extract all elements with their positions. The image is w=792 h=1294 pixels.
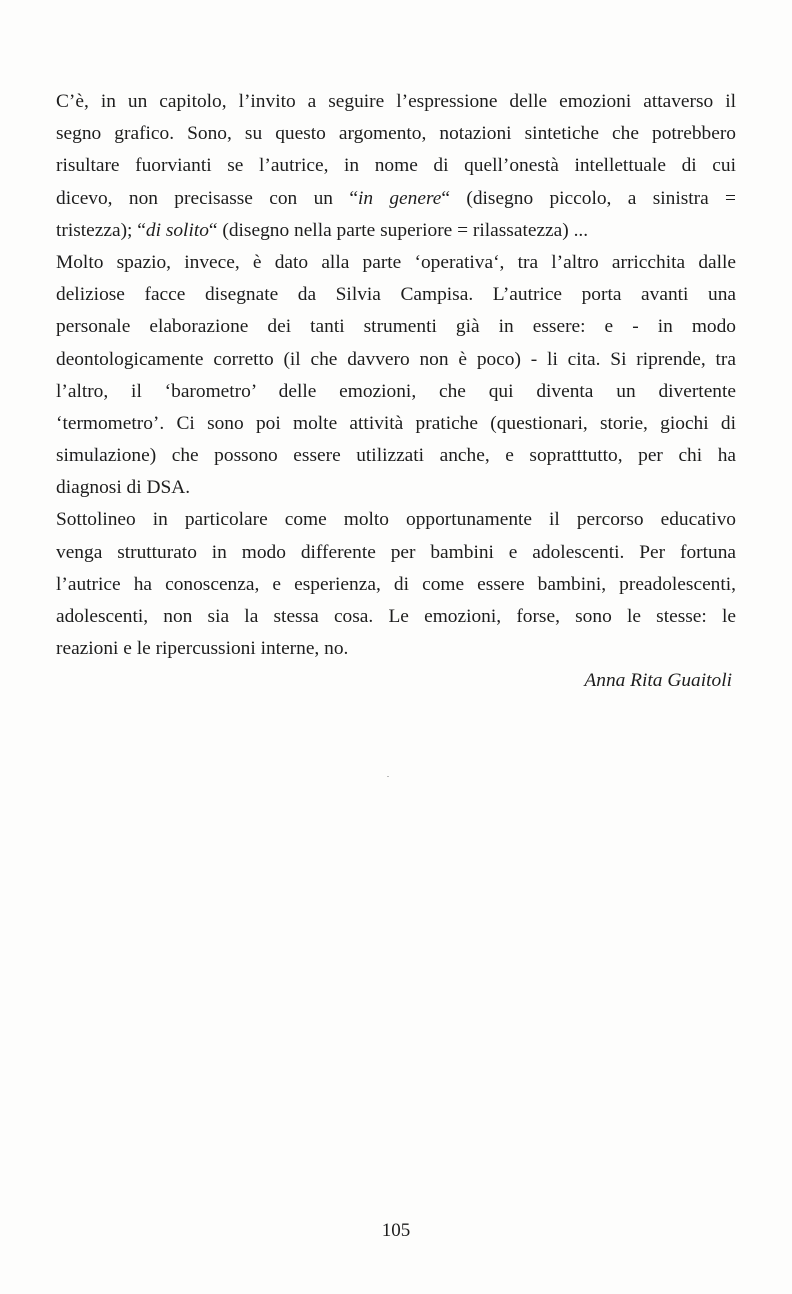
paragraph-2 bbox=[56, 247, 736, 505]
text-line bbox=[56, 537, 736, 569]
text-line bbox=[56, 344, 736, 376]
text-line bbox=[56, 569, 736, 601]
text-line bbox=[56, 183, 736, 215]
text-run: segno grafico. Sono, su questo argomento, notazioni sintetiche che potrebbero bbox=[56, 123, 736, 145]
text-line bbox=[56, 247, 736, 279]
text-line bbox=[56, 408, 736, 440]
text-run: l’autrice ha conoscenza, e esperienza, di come essere bambini, preadolescenti, bbox=[56, 573, 736, 595]
text-line bbox=[56, 118, 736, 150]
text-run: diagnosi di DSA. bbox=[56, 477, 191, 499]
italic-run: di solito bbox=[145, 219, 209, 241]
text-line bbox=[56, 504, 736, 536]
text-run: reazioni e le ripercussioni interne, no. bbox=[56, 638, 349, 660]
text-run: tristezza); “ bbox=[56, 219, 146, 241]
text-line bbox=[56, 311, 736, 343]
text-line bbox=[56, 86, 736, 118]
text-run: risultare fuorvianti se l’autrice, in nome di quell’onestà intellettuale di cui bbox=[56, 155, 736, 177]
text-run: simulazione) che possono essere utilizzati anche, e sopratttutto, per chi ha bbox=[56, 445, 736, 467]
text-line bbox=[56, 150, 736, 182]
paragraph-1 bbox=[56, 86, 736, 247]
text-run: venga strutturato in modo differente per bambini e adolescenti. Per fortuna bbox=[56, 541, 736, 563]
paragraph-3 bbox=[56, 504, 736, 665]
text-run: l’altro, il ‘barometro’ delle emozioni, che qui diventa un divertente bbox=[56, 380, 736, 402]
scan-speck bbox=[387, 776, 389, 777]
italic-run: in genere bbox=[357, 187, 442, 209]
text-line bbox=[56, 633, 736, 665]
text-line bbox=[56, 279, 736, 311]
text-line bbox=[56, 376, 736, 408]
text-run: deliziose facce disegnate da Silvia Campisa. L’autrice porta avanti una bbox=[56, 284, 736, 306]
page-body bbox=[56, 86, 736, 698]
text-run: personale elaborazione dei tanti strumenti già in essere: e - in modo bbox=[56, 316, 736, 338]
text-run: ‘termometro’. Ci sono poi molte attività pratiche (questionari, storie, giochi di bbox=[56, 412, 736, 434]
text-run: Molto spazio, invece, è dato alla parte ‘operativa‘, tra l’altro arricchita dalle bbox=[56, 251, 736, 273]
text-run: deontologicamente corretto (il che davvero non è poco) - li cita. Si riprende, tra bbox=[56, 348, 736, 370]
text-line bbox=[56, 472, 736, 504]
text-run: “ (disegno nella parte superiore = rilassatezza) ... bbox=[208, 219, 589, 241]
text-run: dicevo, non precisasse con un “ bbox=[56, 187, 358, 209]
text-run: C’è, in un capitolo, l’invito a seguire l’espressione delle emozioni attaverso il bbox=[56, 91, 736, 112]
text-run: adolescenti, non sia la stessa cosa. Le emozioni, forse, sono le stesse: le bbox=[56, 606, 736, 627]
text-line bbox=[56, 601, 736, 633]
text-run: “ (disegno piccolo, a sinistra = bbox=[441, 187, 736, 209]
text-run: Sottolineo in particolare come molto opportunamente il percorso educativo bbox=[56, 509, 736, 531]
author-signature: Anna Rita Guaitoli bbox=[584, 670, 732, 692]
text-line bbox=[56, 440, 736, 472]
page-number: 105 bbox=[381, 1220, 411, 1241]
text-line bbox=[56, 215, 736, 247]
